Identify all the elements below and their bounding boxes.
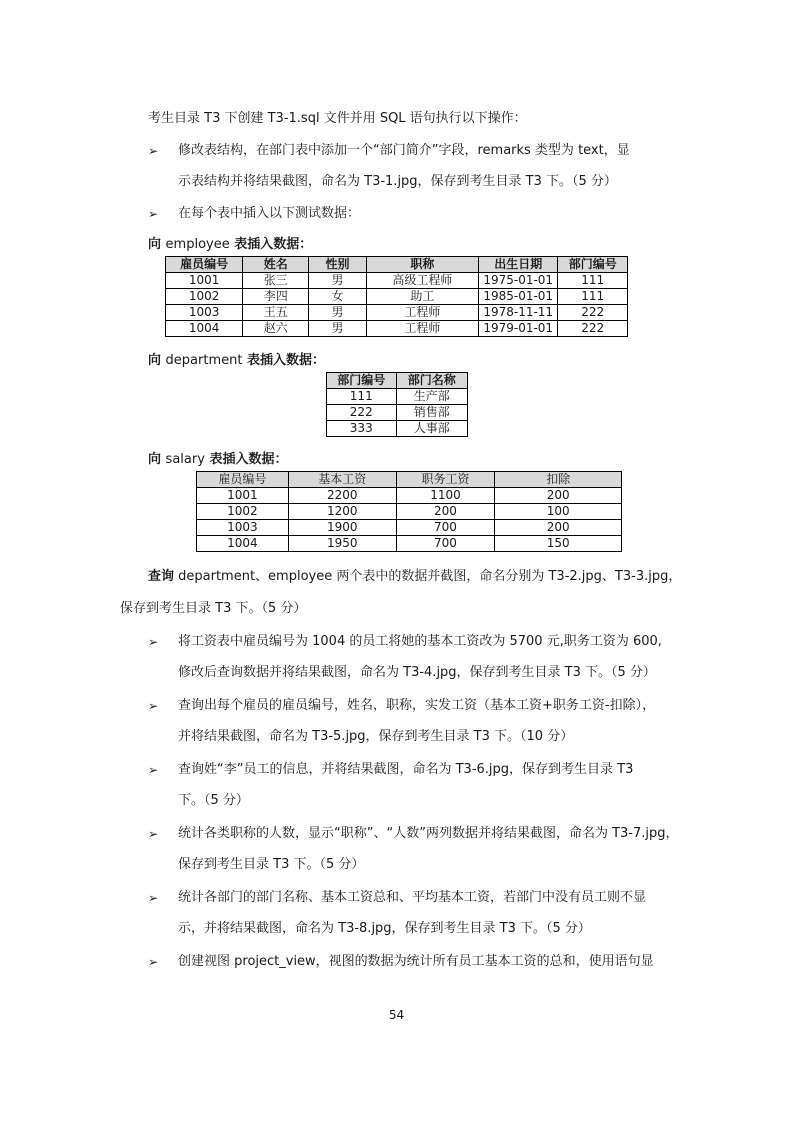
table-cell: 1002 xyxy=(166,289,243,305)
table-cell: 1003 xyxy=(197,520,289,536)
table-cell: 1975-01-01 xyxy=(478,273,558,289)
table-header-cell: 部门名称 xyxy=(396,373,467,389)
table-header-cell: 扣除 xyxy=(495,472,622,488)
table-cell: 生产部 xyxy=(396,389,467,405)
table-cell: 111 xyxy=(327,389,397,405)
task-item-line2: 并将结果截图，命名为 T3-5.jpg，保存到考生目录 T3 下。（10 分） xyxy=(178,729,574,744)
query-bold-label: 查询 xyxy=(148,569,175,584)
table-cell: 男 xyxy=(309,305,366,321)
item2-text: 在每个表中插入以下测试数据： xyxy=(178,206,361,221)
table-row xyxy=(166,305,628,321)
table-cell: 222 xyxy=(558,305,628,321)
table-row xyxy=(197,520,622,536)
table-cell: 高级工程师 xyxy=(366,273,478,289)
table-cell: 1002 xyxy=(197,504,289,520)
department-caption: 向 department 表插入数据： xyxy=(148,353,326,368)
table-cell: 人事部 xyxy=(396,421,467,437)
table-row xyxy=(166,321,628,337)
table-cell: 1985-01-01 xyxy=(478,289,558,305)
table-cell: 200 xyxy=(495,520,622,536)
table-cell: 1100 xyxy=(396,488,495,504)
table-cell: 李四 xyxy=(243,289,309,305)
table-cell: 王五 xyxy=(243,305,309,321)
table-cell: 222 xyxy=(558,321,628,337)
table-cell: 张三 xyxy=(243,273,309,289)
table-cell: 1950 xyxy=(288,536,396,552)
table-header-cell: 雇员编号 xyxy=(197,472,289,488)
bullet-arrow-icon: ➢ xyxy=(148,144,159,158)
task-item-line2: 下。（5 分） xyxy=(178,793,249,808)
bullet-arrow-icon: ➢ xyxy=(148,207,159,221)
table-header-cell: 出生日期 xyxy=(478,257,558,273)
task-item-line1: 将工资表中雇员编号为 1004 的员工将她的基本工资改为 5700 元,职务工资为 600, xyxy=(178,634,662,649)
query-line2: 保存到考生目录 T3 下。（5 分） xyxy=(120,601,307,616)
table-header-cell: 性别 xyxy=(309,257,366,273)
table-row xyxy=(197,536,622,552)
task-item-line1: 查询出每个雇员的雇员编号，姓名，职称，实发工资（基本工资+职务工资-扣除）， xyxy=(178,698,656,713)
table-cell: 100 xyxy=(495,504,622,520)
table-cell: 200 xyxy=(396,504,495,520)
page-number: 54 xyxy=(388,1008,405,1022)
table-cell: 赵六 xyxy=(243,321,309,337)
employee-caption: 向 employee 表插入数据： xyxy=(148,237,313,252)
table-cell: 男 xyxy=(309,273,366,289)
table-row xyxy=(327,421,468,437)
bullet-arrow-icon: ➢ xyxy=(148,763,159,777)
table-row xyxy=(197,504,622,520)
table-cell: 1001 xyxy=(166,273,243,289)
table-cell: 1003 xyxy=(166,305,243,321)
table-header-row xyxy=(197,472,622,488)
query-text: department、employee 两个表中的数据并截图，命名分别为 T3-2.jpg、T3-3.jpg， xyxy=(174,569,682,584)
task-item-line2: 示，并将结果截图，命名为 T3-8.jpg，保存到考生目录 T3 下。（5 分） xyxy=(178,921,591,936)
table-cell: 1004 xyxy=(166,321,243,337)
salary-table xyxy=(196,471,622,552)
table-row xyxy=(327,405,468,421)
table-cell: 女 xyxy=(309,289,366,305)
table-cell: 150 xyxy=(495,536,622,552)
task-item-line1: 查询姓“李”员工的信息，并将结果截图，命名为 T3-6.jpg，保存到考生目录 T3 xyxy=(178,762,634,777)
table-cell: 销售部 xyxy=(396,405,467,421)
task-item-line1: 统计各类职称的人数，显示“职称”、“人数”两列数据并将结果截图，命名为 T3-7.jpg， xyxy=(178,826,679,841)
item1-line2: 示表结构并将结果截图，命名为 T3-1.jpg，保存到考生目录 T3 下。（5 分） xyxy=(178,174,617,189)
bullet-arrow-icon: ➢ xyxy=(148,891,159,905)
table-cell: 1004 xyxy=(197,536,289,552)
task-item-line1: 统计各部门的部门名称、基本工资总和、平均基本工资，若部门中没有员工则不显 xyxy=(178,890,647,905)
department-table xyxy=(326,372,468,437)
table-header-cell: 姓名 xyxy=(243,257,309,273)
table-row xyxy=(327,389,468,405)
table-header-cell: 部门编号 xyxy=(558,257,628,273)
task-item-line2: 保存到考生目录 T3 下。（5 分） xyxy=(178,857,365,872)
table-cell: 111 xyxy=(558,273,628,289)
table-cell: 700 xyxy=(396,536,495,552)
table-cell: 1978-11-11 xyxy=(478,305,558,321)
table-row xyxy=(166,289,628,305)
table-cell: 工程师 xyxy=(366,305,478,321)
bullet-arrow-icon: ➢ xyxy=(148,827,159,841)
table-cell: 111 xyxy=(558,289,628,305)
table-header-cell: 职务工资 xyxy=(396,472,495,488)
table-cell: 222 xyxy=(327,405,397,421)
table-cell: 700 xyxy=(396,520,495,536)
task-item-line2: 修改后查询数据并将结果截图，命名为 T3-4.jpg，保存到考生目录 T3 下。（5 分） xyxy=(178,665,656,680)
salary-caption: 向 salary 表插入数据： xyxy=(148,452,288,467)
table-header-cell: 职称 xyxy=(366,257,478,273)
table-cell: 工程师 xyxy=(366,321,478,337)
table-cell: 1979-01-01 xyxy=(478,321,558,337)
table-header-cell: 雇员编号 xyxy=(166,257,243,273)
table-cell: 2200 xyxy=(288,488,396,504)
intro-text: 考生目录 T3 下创建 T3-1.sql 文件并用 SQL 语句执行以下操作： xyxy=(148,111,527,126)
table-cell: 男 xyxy=(309,321,366,337)
employee-table xyxy=(165,256,628,337)
table-cell: 200 xyxy=(495,488,622,504)
bullet-arrow-icon: ➢ xyxy=(148,699,159,713)
table-header-cell: 部门编号 xyxy=(327,373,397,389)
table-header-row xyxy=(166,257,628,273)
bullet-arrow-icon: ➢ xyxy=(148,955,159,969)
table-cell: 助工 xyxy=(366,289,478,305)
table-cell: 1001 xyxy=(197,488,289,504)
table-header-cell: 基本工资 xyxy=(288,472,396,488)
task-item-line1: 创建视图 project_view，视图的数据为统计所有员工基本工资的总和，使用语句显 xyxy=(178,954,654,969)
table-cell: 333 xyxy=(327,421,397,437)
item1-line1: 修改表结构，在部门表中添加一个“部门简介”字段，remarks 类型为 text，显 xyxy=(178,143,630,158)
table-cell: 1200 xyxy=(288,504,396,520)
table-header-row xyxy=(327,373,468,389)
bullet-arrow-icon: ➢ xyxy=(148,635,159,649)
table-cell: 1900 xyxy=(288,520,396,536)
table-row xyxy=(197,488,622,504)
table-row xyxy=(166,273,628,289)
query-line1 xyxy=(148,568,681,586)
